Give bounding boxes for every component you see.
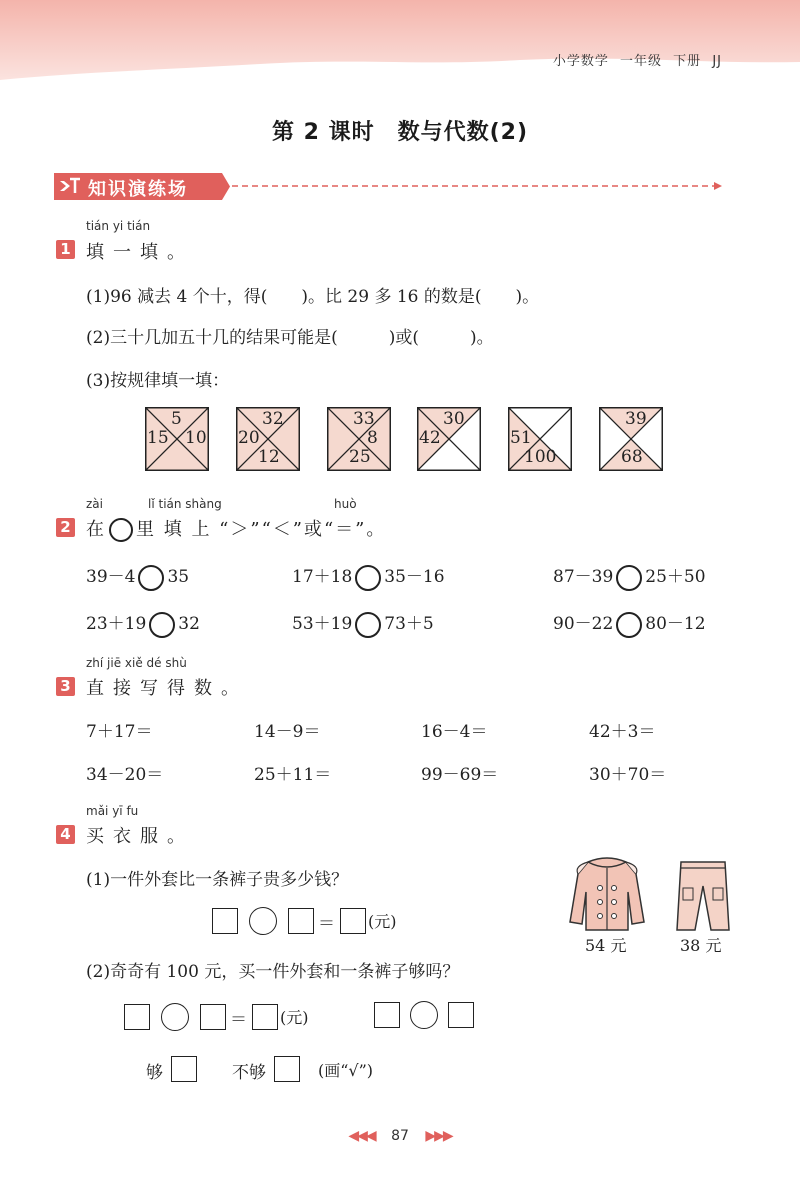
compare-item <box>292 609 434 638</box>
pattern-right-number: 8 <box>367 428 378 448</box>
page-title: 第 2 课时 数与代数(2) <box>271 120 529 145</box>
pattern-right-number: 10 <box>185 428 207 448</box>
compare-left: 53＋19 <box>292 614 353 634</box>
page-number: 87 <box>391 1128 409 1144</box>
section-label: 知识演练场 <box>88 179 188 200</box>
pattern-top-number: 30 <box>443 409 465 429</box>
q2-pinyin-zai: zài <box>86 497 103 511</box>
q2-number: 2 <box>56 518 75 537</box>
compare-left: 17＋18 <box>292 567 353 587</box>
circle-icon <box>109 518 133 542</box>
pants-icon <box>673 858 733 934</box>
q1-number: 1 <box>56 240 75 259</box>
q2-title-after: 里 填 上 “＞”“＜”或“＝”。 <box>136 519 387 540</box>
compare-left: 23＋19 <box>86 614 147 634</box>
calc-item[interactable]: 25＋11＝ <box>254 765 332 785</box>
header-volume: 下册 <box>673 54 702 69</box>
calc-item[interactable]: 16－4＝ <box>421 722 488 742</box>
pattern-tile <box>508 407 572 471</box>
header-grade: 一年级 <box>620 54 663 69</box>
answer-box[interactable] <box>448 1002 474 1028</box>
compare-circle[interactable] <box>149 612 175 638</box>
compare-item <box>86 562 189 591</box>
compare-circle[interactable] <box>616 565 642 591</box>
q4-title: 买衣服。 <box>86 826 194 847</box>
not-enough-checkbox[interactable] <box>274 1056 300 1082</box>
coat-icon <box>566 852 648 934</box>
not-enough-label: 不够 <box>232 1063 266 1083</box>
page-footer <box>0 1128 800 1144</box>
coat-price: 54 元 <box>585 936 627 955</box>
equals-sign: ＝ <box>230 1010 247 1030</box>
q1-line1: (1)96 减去 4 个十，得( )。比 29 多 16 的数是( )。 <box>86 287 540 307</box>
pattern-tile <box>236 407 300 471</box>
q4-pinyin: mǎi yī fu <box>86 804 139 818</box>
compare-right: 80－12 <box>645 614 706 634</box>
pattern-tile <box>145 407 209 471</box>
compare-right: 35－16 <box>384 567 445 587</box>
pattern-tile <box>599 407 663 471</box>
compare-circle[interactable] <box>355 565 381 591</box>
answer-box[interactable] <box>212 908 238 934</box>
header-subject: 小学数学 <box>552 54 609 69</box>
q2-pinyin-litianshang: lǐ tián shàng <box>148 497 222 511</box>
calc-item[interactable]: 42＋3＝ <box>589 722 656 742</box>
answer-box[interactable] <box>252 1004 278 1030</box>
compare-right: 73＋5 <box>384 614 434 634</box>
compare-circle[interactable] <box>616 612 642 638</box>
q1-title: 填一填。 <box>86 242 194 263</box>
pattern-top-number: 33 <box>353 409 375 429</box>
pattern-left-number: 20 <box>238 428 260 448</box>
enough-checkbox[interactable] <box>171 1056 197 1082</box>
q4-part1: (1)一件外套比一条裤子贵多少钱？ <box>86 870 349 890</box>
compare-item <box>553 562 706 591</box>
q1-line3: (3)按规律填一填： <box>86 371 230 391</box>
q2-title <box>86 515 386 542</box>
compare-left: 90－22 <box>553 614 614 634</box>
pattern-left-number: 15 <box>147 428 169 448</box>
calc-item[interactable]: 34－20＝ <box>86 765 164 785</box>
header-band <box>0 0 800 90</box>
pattern-bottom-number: 100 <box>524 447 557 467</box>
q1-line2: (2)三十几加五十几的结果可能是( )或( )。 <box>86 328 494 348</box>
compare-left: 87－39 <box>553 567 614 587</box>
unit-label: (元) <box>280 1008 309 1027</box>
compare-right: 35 <box>167 567 190 587</box>
q3-number: 3 <box>56 677 75 696</box>
pattern-bottom-number: 68 <box>621 447 643 467</box>
compare-circle[interactable] <box>355 612 381 638</box>
answer-box[interactable] <box>288 908 314 934</box>
right-arrows-icon: ▶▶▶ <box>425 1128 452 1144</box>
compare-item <box>292 562 445 591</box>
compare-right: 25＋50 <box>645 567 706 587</box>
compare-circle[interactable] <box>138 565 164 591</box>
operator-circle[interactable] <box>249 907 277 935</box>
calc-item[interactable]: 99－69＝ <box>421 765 499 785</box>
q2-title-before: 在 <box>86 519 106 540</box>
pattern-tile <box>327 407 391 471</box>
pattern-bottom-number: 12 <box>258 447 280 467</box>
unit-label: (元) <box>368 912 397 931</box>
compare-left: 39－4 <box>86 567 136 587</box>
compare-item <box>553 609 706 638</box>
answer-box[interactable] <box>200 1004 226 1030</box>
header-course-info <box>553 50 722 69</box>
header-edition: JJ <box>712 54 722 69</box>
compare-right: 32 <box>178 614 200 634</box>
compare-item <box>86 609 200 638</box>
pattern-top-number: 39 <box>625 409 647 429</box>
pattern-left-number: 51 <box>510 428 532 448</box>
section-divider <box>232 182 722 190</box>
equals-sign: ＝ <box>318 914 335 934</box>
q4-number: 4 <box>56 825 75 844</box>
operator-circle[interactable] <box>161 1003 189 1031</box>
q3-title: 直接写得数。 <box>86 678 248 699</box>
calc-item[interactable]: 7＋17＝ <box>86 722 153 742</box>
check-hint: (画“√”) <box>318 1061 374 1080</box>
answer-box[interactable] <box>374 1002 400 1028</box>
calc-item[interactable]: 14－9＝ <box>254 722 321 742</box>
answer-box[interactable] <box>124 1004 150 1030</box>
pattern-top-number: 32 <box>262 409 284 429</box>
q4-part2: (2)奇奇有 100 元，买一件外套和一条裤子够吗？ <box>86 962 460 982</box>
left-arrows-icon: ◀◀◀ <box>348 1128 375 1144</box>
q2-pinyin-huo: huò <box>334 497 357 511</box>
q1-pinyin: tián yi tián <box>86 219 151 233</box>
pants-price: 38 元 <box>680 936 722 955</box>
pattern-left-number: 42 <box>419 428 441 448</box>
operator-circle[interactable] <box>410 1001 438 1029</box>
answer-box[interactable] <box>340 908 366 934</box>
q3-pinyin: zhí jiē xiě dé shù <box>86 656 187 670</box>
enough-label: 够 <box>146 1063 163 1083</box>
pattern-tile <box>417 407 481 471</box>
pattern-bottom-number: 25 <box>349 447 371 467</box>
section-banner <box>54 173 230 200</box>
calc-item[interactable]: 30＋70＝ <box>589 765 667 785</box>
pattern-top-number: 5 <box>171 409 182 429</box>
